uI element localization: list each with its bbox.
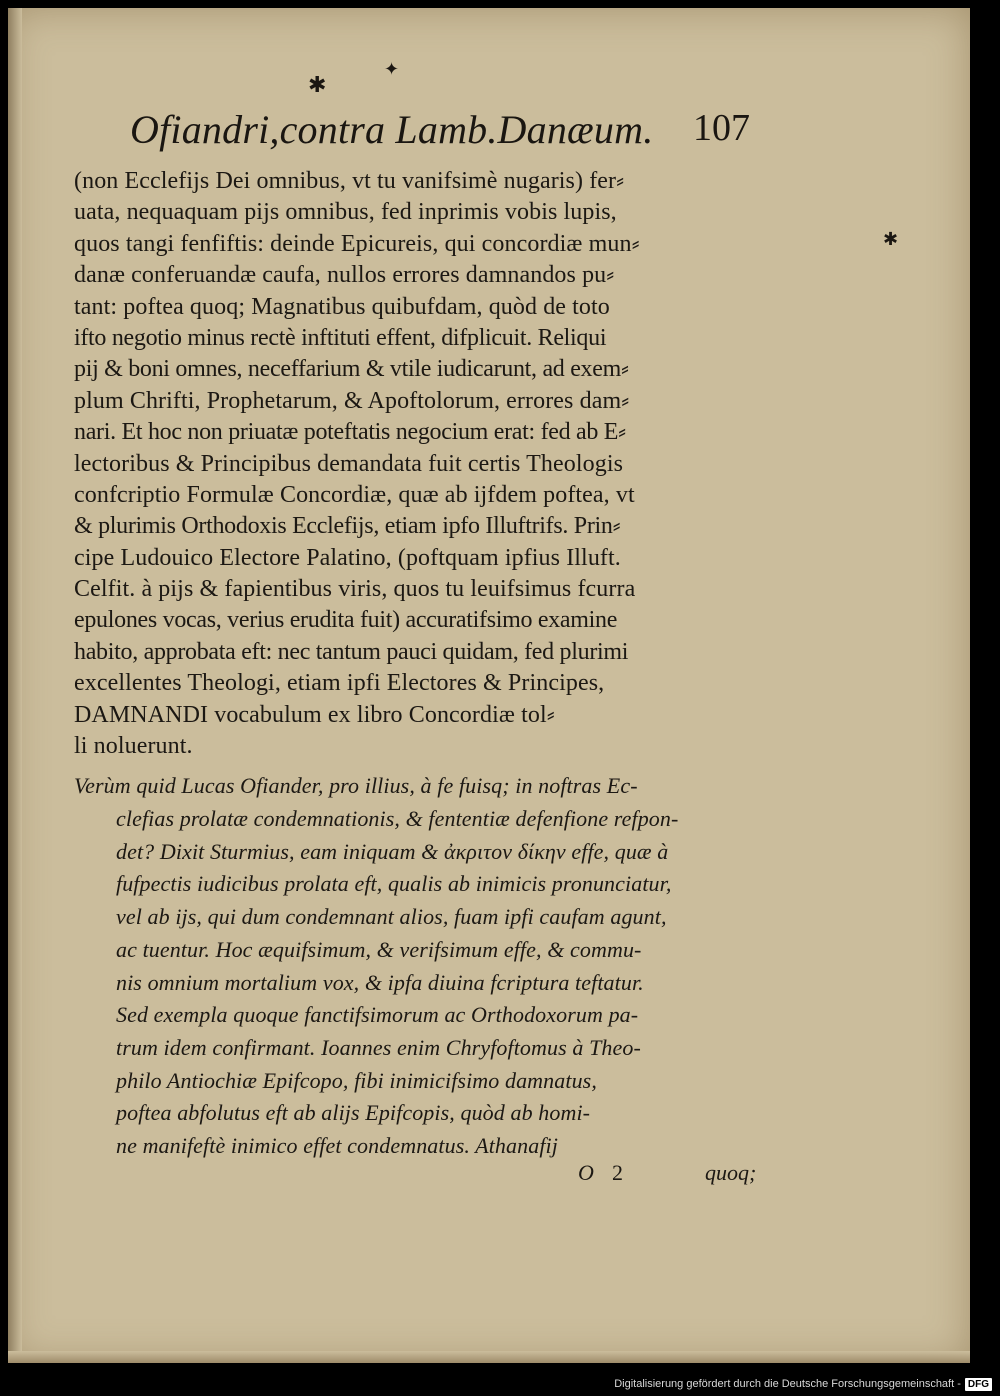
printer-ornament-icon: ✦ xyxy=(384,59,400,79)
body-text xyxy=(74,166,784,1163)
text-line: habito, approbata eft: nec tantum pauci quidam, fed plurimi xyxy=(74,638,629,665)
page-bottom-edge xyxy=(8,1351,970,1363)
funding-text: Digitalisierung gefördert durch die Deutsche Forschungsgemeinschaft - xyxy=(614,1378,961,1390)
text-line: danæ conferuandæ caufa, nullos errores damnandos pu⸗ xyxy=(74,262,615,289)
roman-paragraph xyxy=(74,166,784,762)
text-line: cipe Ludouico Electore Palatino, (poftquam ipfius Illuft. xyxy=(74,544,621,571)
text-line: nis omnium mortalium vox, & ipfa diuina fcriptura teftatur. xyxy=(116,969,644,995)
running-title: Ofiandri,contra Lamb.Danæum. xyxy=(130,107,654,152)
text-line: ne manifeftè inimico effet condemnatus. Athanafij xyxy=(116,1132,558,1158)
text-line: nari. Et hoc non priuatæ poteftatis negocium erat: fed ab E⸗ xyxy=(74,419,626,446)
text-line: vel ab ijs, qui dum condemnant alios, fuam ipfi caufam agunt, xyxy=(116,904,667,930)
text-line: Verùm quid Lucas Ofiander, pro illius, à fe fuisq; in noftras Ec- xyxy=(74,773,638,799)
dfg-logo: DFG xyxy=(965,1378,992,1391)
printer-ornament-icon: ✱ xyxy=(308,72,327,97)
text-line: uata, nequaquam pijs omnibus, fed inprimis vobis lupis, xyxy=(74,199,617,226)
page-header xyxy=(130,106,758,168)
italic-paragraph xyxy=(74,770,784,1162)
text-line: fufpectis iudicibus prolata eft, qualis ab inimicis pronunciatur, xyxy=(116,871,672,897)
text-line: plum Chrifti, Prophetarum, & Apoftolorum, errores dam⸗ xyxy=(74,387,630,414)
signature-mark: O xyxy=(578,1160,594,1185)
text-line: quos tangi fenfiftis: deinde Epicureis, qui concordiæ mun⸗ xyxy=(74,230,640,257)
catchword: quoq; xyxy=(705,1160,757,1185)
text-line: trum idem confirmant. Ioannes enim Chryfoftomus à Theo- xyxy=(116,1034,641,1060)
text-line: li noluerunt. xyxy=(74,733,193,760)
text-line: Sed exempla quoque fanctifsimorum ac Orthodoxorum pa- xyxy=(116,1002,639,1028)
signature-number: 2 xyxy=(612,1160,623,1185)
page-number: 107 xyxy=(693,107,750,149)
text-line: & plurimis Orthodoxis Ecclefijs, etiam ipfo Illuftrifs. Prin⸗ xyxy=(74,513,621,540)
ink-blot-icon: ✱ xyxy=(883,229,899,249)
text-line: tant: poftea quoq; Magnatibus quibufdam, quòd de toto xyxy=(74,293,610,320)
text-line: (non Ecclefijs Dei omnibus, vt tu vanifsimè nugaris) fer⸗ xyxy=(74,168,625,194)
text-line: poftea abfolutus eft ab alijs Epifcopis, quòd ab homi- xyxy=(116,1100,591,1126)
page-gutter-shadow xyxy=(8,8,22,1363)
text-line: det? Dixit Sturmius, eam iniquam & ἀκριτον δίκην effe, quæ à xyxy=(116,838,669,864)
text-line: clefias prolatæ condemnationis, & fententiæ defenfione refpon- xyxy=(116,806,679,832)
text-line: excellentes Theologi, etiam ipfi Electores & Principes, xyxy=(74,670,605,697)
text-line: pij & boni omnes, neceffarium & vtile iudicarunt, ad exem⸗ xyxy=(74,356,629,383)
funding-notice xyxy=(614,1373,992,1395)
text-line: epulones vocas, verius erudita fuit) accuratifsimo examine xyxy=(74,607,618,634)
text-line: ac tuentur. Hoc æquifsimum, & verifsimum effe, & commu- xyxy=(116,936,642,962)
text-line: lectoribus & Principibus demandata fuit certis Theologis xyxy=(74,450,624,477)
text-line: DAMNANDI vocabulum ex libro Concordiæ tol⸗ xyxy=(74,701,555,728)
text-line: confcriptio Formulæ Concordiæ, quæ ab ijfdem poftea, vt xyxy=(74,481,635,508)
text-line: philo Antiochiæ Epifcopo, fibi inimicifsimo damnatus, xyxy=(116,1067,597,1093)
text-line: Celfit. à pijs & fapientibus viris, quos tu leuifsimus fcurra xyxy=(74,576,636,603)
book-page xyxy=(8,8,970,1363)
text-line: ifto negotio minus rectè inftituti effent, difplicuit. Reliqui xyxy=(74,324,607,351)
